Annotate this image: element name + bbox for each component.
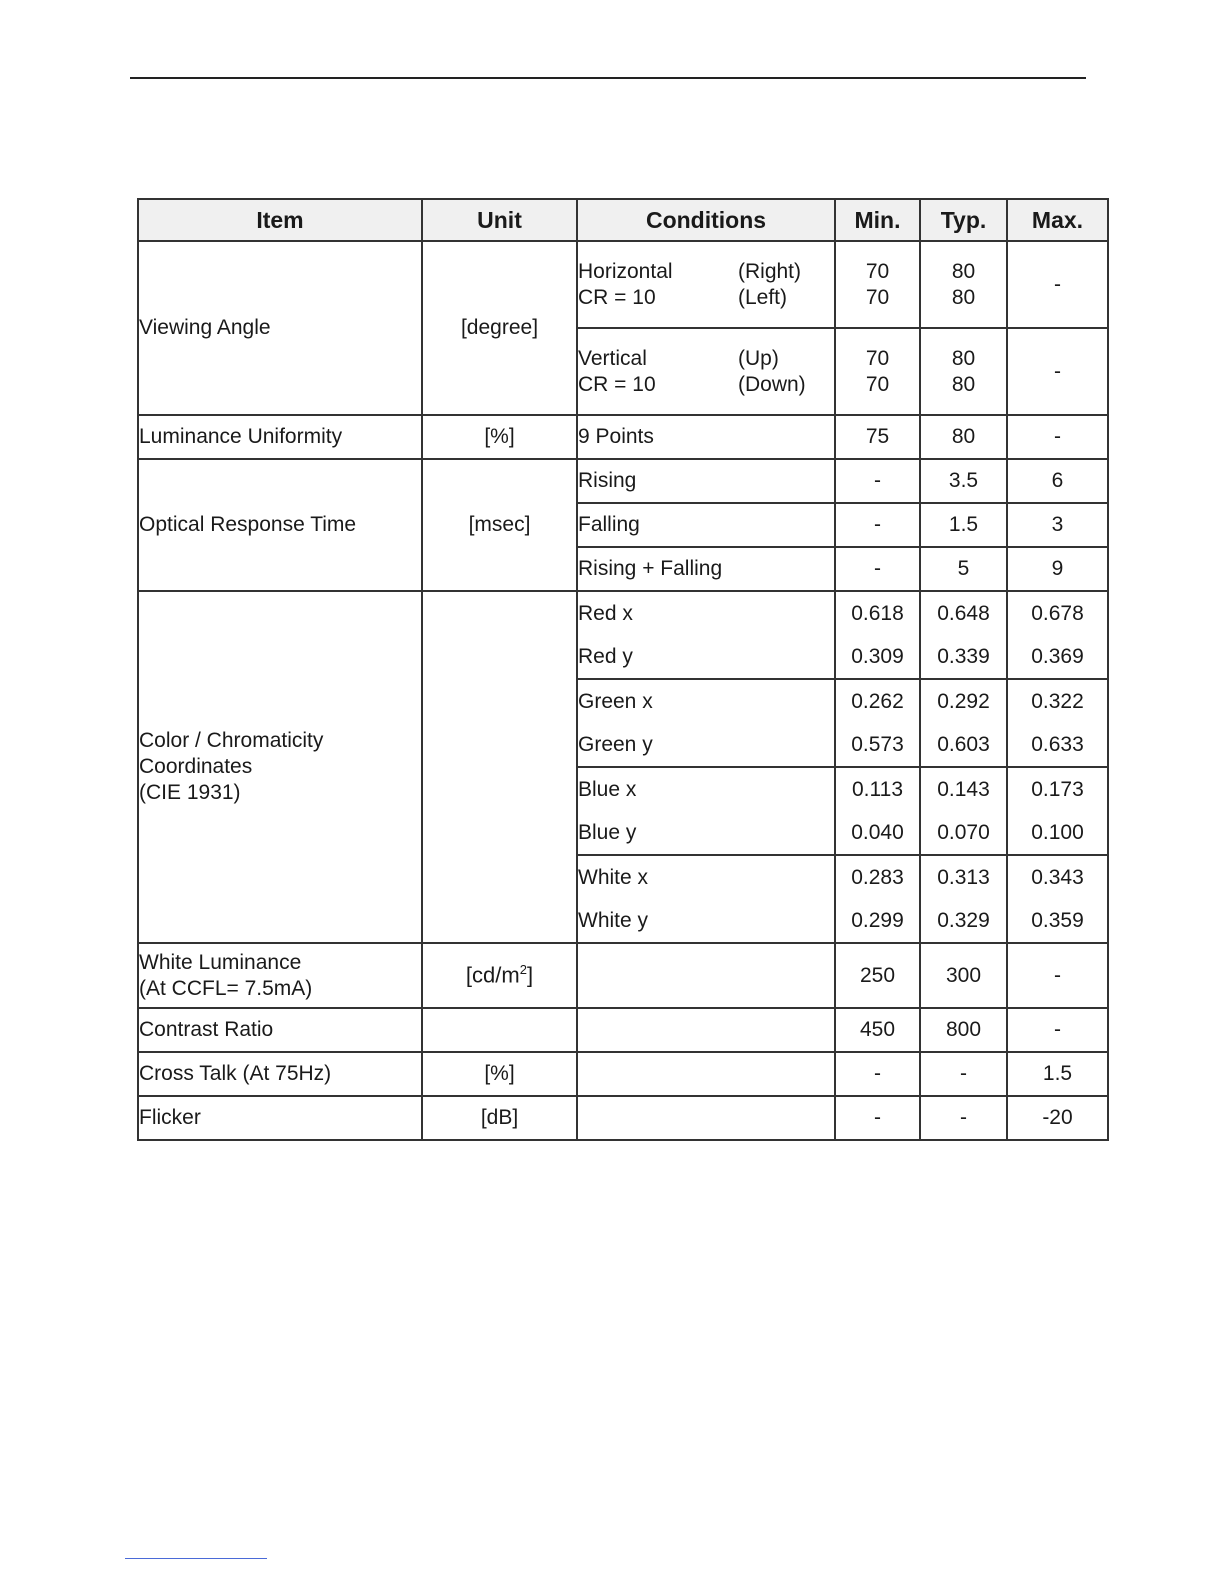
response-typ: 5 — [920, 547, 1007, 591]
horizontal-min: 70 70 — [835, 241, 920, 328]
color-min: 0.299 — [835, 899, 920, 943]
color-min: 0.040 — [835, 811, 920, 855]
color-min: 0.283 — [835, 855, 920, 899]
color-typ: 0.603 — [920, 723, 1007, 767]
contrast-item: Contrast Ratio — [138, 1008, 422, 1052]
response-unit: [msec] — [422, 459, 577, 591]
flicker-unit: [dB] — [422, 1096, 577, 1140]
contrast-unit — [422, 1008, 577, 1052]
response-max: 3 — [1007, 503, 1108, 547]
color-condition: Red y — [577, 635, 835, 679]
color-condition: Blue x — [577, 767, 835, 811]
cond-dir: (Right) — [738, 259, 802, 283]
response-typ: 1.5 — [920, 503, 1007, 547]
color-max: 0.359 — [1007, 899, 1108, 943]
crosstalk-max: 1.5 — [1007, 1052, 1108, 1096]
uniformity-min: 75 — [835, 415, 920, 459]
color-typ: 0.648 — [920, 591, 1007, 635]
contrast-min: 450 — [835, 1008, 920, 1052]
contrast-condition — [577, 1008, 835, 1052]
cond-label: Vertical — [578, 346, 647, 370]
horizontal-condition — [577, 241, 835, 328]
color-condition: Green y — [577, 723, 835, 767]
header-row — [138, 199, 1108, 241]
header-typ: Typ. — [920, 199, 1007, 241]
response-min: - — [835, 459, 920, 503]
color-max: 0.322 — [1007, 679, 1108, 723]
color-min: 0.262 — [835, 679, 920, 723]
header-unit: Unit — [422, 199, 577, 241]
cond-label: CR = 10 — [578, 372, 656, 396]
color-typ: 0.292 — [920, 679, 1007, 723]
footer-rule — [125, 1558, 267, 1559]
color-condition: Red x — [577, 591, 835, 635]
viewing-angle-unit: [degree] — [422, 241, 577, 415]
response-typ: 3.5 — [920, 459, 1007, 503]
header-min: Min. — [835, 199, 920, 241]
color-condition: White y — [577, 899, 835, 943]
response-item: Optical Response Time — [138, 459, 422, 591]
uniformity-item: Luminance Uniformity — [138, 415, 422, 459]
white-luminance-min: 250 — [835, 943, 920, 1008]
vertical-typ: 80 80 — [920, 328, 1007, 415]
response-max: 6 — [1007, 459, 1108, 503]
color-item: Color / Chromaticity Coordinates (CIE 1931) — [138, 591, 422, 943]
color-condition: Green x — [577, 679, 835, 723]
response-max: 9 — [1007, 547, 1108, 591]
viewing-angle-item: Viewing Angle — [138, 241, 422, 415]
color-min: 0.309 — [835, 635, 920, 679]
crosstalk-condition — [577, 1052, 835, 1096]
crosstalk-unit: [%] — [422, 1052, 577, 1096]
color-typ: 0.313 — [920, 855, 1007, 899]
flicker-min: - — [835, 1096, 920, 1140]
table-row — [138, 459, 1108, 503]
response-condition: Rising — [577, 459, 835, 503]
flicker-max: -20 — [1007, 1096, 1108, 1140]
optical-spec-table — [137, 198, 1109, 1141]
cond-dir: (Up) — [738, 346, 779, 370]
table-row — [138, 1008, 1108, 1052]
crosstalk-typ: - — [920, 1052, 1007, 1096]
uniformity-typ: 80 — [920, 415, 1007, 459]
color-typ: 0.339 — [920, 635, 1007, 679]
flicker-item: Flicker — [138, 1096, 422, 1140]
header-item: Item — [138, 199, 422, 241]
color-max: 0.633 — [1007, 723, 1108, 767]
crosstalk-item: Cross Talk (At 75Hz) — [138, 1052, 422, 1096]
response-condition: Falling — [577, 503, 835, 547]
flicker-condition — [577, 1096, 835, 1140]
flicker-typ: - — [920, 1096, 1007, 1140]
response-condition: Rising + Falling — [577, 547, 835, 591]
color-condition: White x — [577, 855, 835, 899]
color-typ: 0.143 — [920, 767, 1007, 811]
crosstalk-min: - — [835, 1052, 920, 1096]
header-conditions: Conditions — [577, 199, 835, 241]
cond-label: CR = 10 — [578, 285, 656, 309]
color-typ: 0.070 — [920, 811, 1007, 855]
vertical-max: - — [1007, 328, 1108, 415]
table-row — [138, 241, 1108, 328]
table-row — [138, 591, 1108, 635]
table-row — [138, 1096, 1108, 1140]
header-rule — [130, 77, 1086, 79]
cond-dir: (Left) — [738, 285, 788, 309]
horizontal-max: - — [1007, 241, 1108, 328]
response-min: - — [835, 547, 920, 591]
color-unit — [422, 591, 577, 943]
white-luminance-unit: $[cd/m^2]$ — [422, 943, 577, 1008]
color-max: 0.343 — [1007, 855, 1108, 899]
white-luminance-condition — [577, 943, 835, 1008]
response-min: - — [835, 503, 920, 547]
table-row — [138, 943, 1108, 1008]
vertical-condition — [577, 328, 835, 415]
contrast-typ: 800 — [920, 1008, 1007, 1052]
vertical-min: 70 70 — [835, 328, 920, 415]
color-min: 0.113 — [835, 767, 920, 811]
cond-dir: (Down) — [738, 372, 806, 396]
color-max: 0.678 — [1007, 591, 1108, 635]
color-min: 0.618 — [835, 591, 920, 635]
white-luminance-item: White Luminance (At CCFL= 7.5mA) — [138, 943, 422, 1008]
header-max: Max. — [1007, 199, 1108, 241]
uniformity-unit: [%] — [422, 415, 577, 459]
color-condition: Blue y — [577, 811, 835, 855]
contrast-max: - — [1007, 1008, 1108, 1052]
color-max: 0.173 — [1007, 767, 1108, 811]
table-row — [138, 415, 1108, 459]
white-luminance-max: - — [1007, 943, 1108, 1008]
uniformity-max: - — [1007, 415, 1108, 459]
color-typ: 0.329 — [920, 899, 1007, 943]
color-max: 0.369 — [1007, 635, 1108, 679]
cond-label: Horizontal — [578, 259, 673, 283]
white-luminance-typ: 300 — [920, 943, 1007, 1008]
color-max: 0.100 — [1007, 811, 1108, 855]
uniformity-condition: 9 Points — [577, 415, 835, 459]
table-row — [138, 1052, 1108, 1096]
horizontal-typ: 80 80 — [920, 241, 1007, 328]
color-min: 0.573 — [835, 723, 920, 767]
